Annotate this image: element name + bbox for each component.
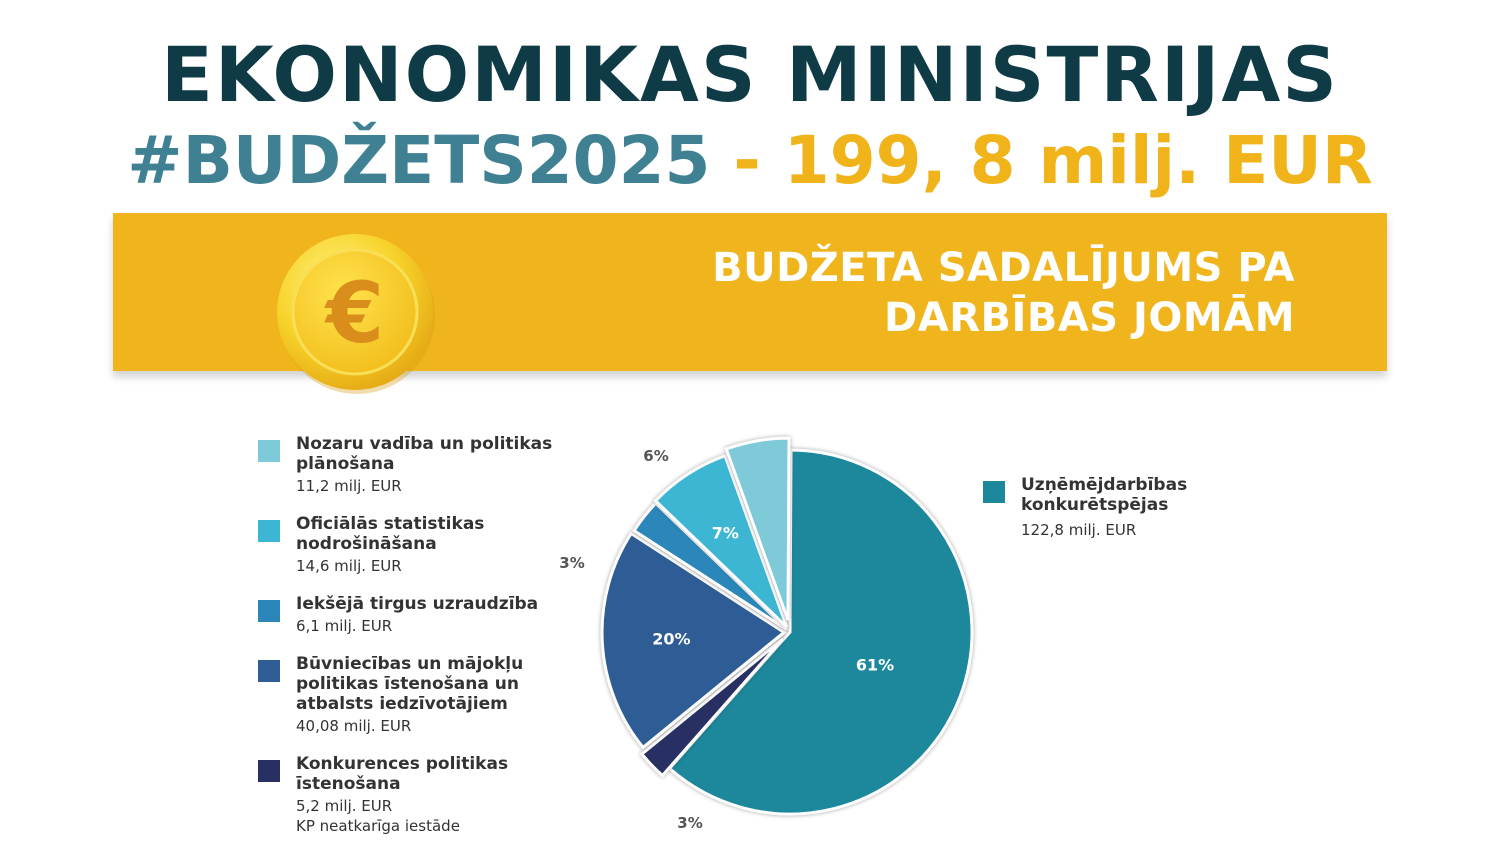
legend-value: 14,6 milj. EUR (296, 557, 402, 575)
budget-amount: 199, 8 milj. EUR (783, 122, 1373, 199)
page-title: EKONOMIKAS MINISTRIJAS (160, 30, 1340, 119)
legend-value: 122,8 milj. EUR (1021, 521, 1137, 539)
slice-percent-label: 61% (855, 655, 895, 675)
slice-percent-label: 20% (652, 629, 691, 649)
legend-value: 40,08 milj. EUR (296, 717, 412, 735)
legend-value: 5,2 milj. EUR (296, 797, 393, 815)
legend-label: Iekšējā tirgus uzraudzība (296, 594, 539, 614)
legend-label: Nozaru vadība un politikas plānošana (296, 434, 553, 474)
legend-value: 11,2 milj. EUR (296, 477, 402, 495)
slice-percent-label: 3% (677, 814, 703, 832)
headline-separator: - (710, 122, 784, 199)
legend-value: 6,1 milj. EUR (296, 617, 393, 635)
legend-label: Oficiālās statistikas nodrošināšana (296, 514, 485, 554)
legend-note: KP neatkarīga iestāde (296, 817, 460, 835)
slice-percent-label: 6% (643, 447, 669, 465)
budget-hashtag: #BUDŽETS2025 (127, 122, 711, 199)
slice-percent-label: 3% (559, 554, 585, 572)
legend-label: Būvniecības un mājokļu politikas īstenošana un atbalsts iedzīvotājiem (296, 654, 524, 714)
legend-label: Konkurences politikas īstenošana (296, 754, 509, 794)
banner-line-1: BUDŽETA SADALĪJUMS PA (712, 245, 1295, 291)
coin-symbol: € (325, 264, 385, 362)
legend-label: Uzņēmējdarbības konkurētspējas (1021, 475, 1188, 515)
slice-percent-label: 7% (711, 523, 739, 543)
banner-line-2: DARBĪBAS JOMĀM (884, 295, 1295, 341)
